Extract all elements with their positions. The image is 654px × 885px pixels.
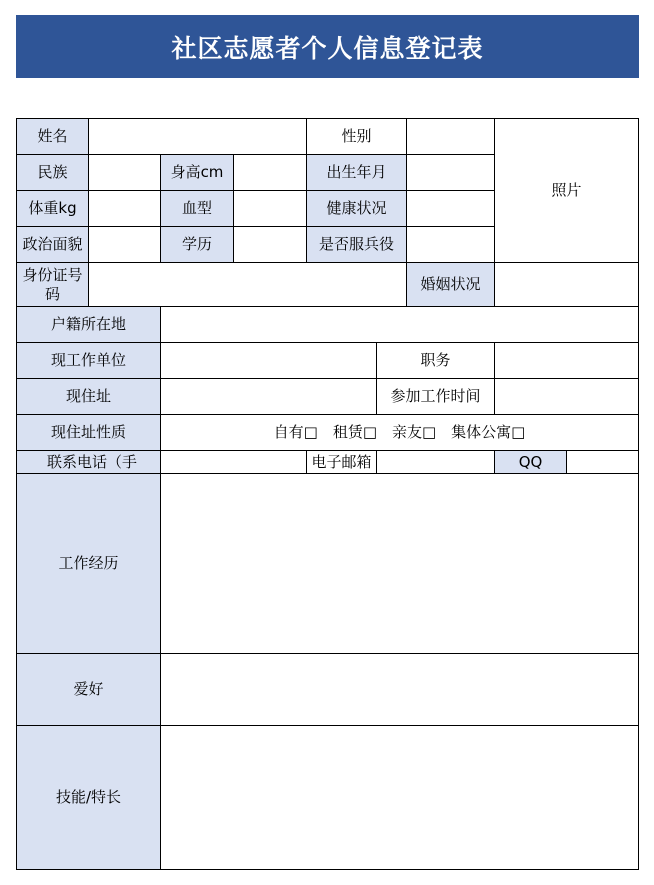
marital-label: 婚姻状况 (406, 262, 495, 307)
education-label: 学历 (160, 226, 234, 263)
qq-label: QQ (494, 450, 567, 474)
employer-label: 现工作单位 (16, 342, 161, 379)
form-title: 社区志愿者个人信息登记表 (16, 15, 639, 78)
skills-field[interactable] (160, 725, 639, 870)
ethnicity-field[interactable] (88, 154, 161, 191)
politics-label: 政治面貌 (16, 226, 89, 263)
id-number-label: 身份证号码 (16, 262, 89, 307)
address-label: 现住址 (16, 378, 161, 415)
hukou-field[interactable] (160, 306, 639, 343)
residence-type-label: 现住址性质 (16, 414, 161, 451)
blood-label: 血型 (160, 190, 234, 227)
experience-label: 工作经历 (16, 473, 161, 654)
name-field[interactable] (88, 118, 307, 155)
name-label: 姓名 (16, 118, 89, 155)
hukou-label: 户籍所在地 (16, 306, 161, 343)
qq-field[interactable] (566, 450, 639, 474)
military-field[interactable] (406, 226, 495, 263)
marital-field[interactable] (494, 262, 639, 307)
email-label: 电子邮箱 (306, 450, 377, 474)
id-number-field[interactable] (88, 262, 407, 307)
military-label: 是否服兵役 (306, 226, 407, 263)
position-field[interactable] (494, 342, 639, 379)
weight-label: 体重kg (16, 190, 89, 227)
position-label: 职务 (376, 342, 495, 379)
weight-field[interactable] (88, 190, 161, 227)
education-field[interactable] (233, 226, 307, 263)
health-field[interactable] (406, 190, 495, 227)
ethnicity-label: 民族 (16, 154, 89, 191)
phone-label: 联系电话（手 (16, 450, 161, 474)
height-field[interactable] (233, 154, 307, 191)
health-label: 健康状况 (306, 190, 407, 227)
email-field[interactable] (376, 450, 495, 474)
gender-field[interactable] (406, 118, 495, 155)
height-label: 身高cm (160, 154, 234, 191)
work-start-field[interactable] (494, 378, 639, 415)
residence-options[interactable]: 自有□ 租赁□ 亲友□ 集体公寓□ (160, 414, 639, 451)
hobbies-label: 爱好 (16, 653, 161, 726)
birth-label: 出生年月 (306, 154, 407, 191)
employer-field[interactable] (160, 342, 377, 379)
work-start-label: 参加工作时间 (376, 378, 495, 415)
blood-field[interactable] (233, 190, 307, 227)
politics-field[interactable] (88, 226, 161, 263)
photo-box[interactable]: 照片 (494, 118, 639, 263)
phone-field[interactable] (160, 450, 307, 474)
hobbies-field[interactable] (160, 653, 639, 726)
birth-field[interactable] (406, 154, 495, 191)
address-field[interactable] (160, 378, 377, 415)
experience-field[interactable] (160, 473, 639, 654)
gender-label: 性别 (306, 118, 407, 155)
skills-label: 技能/特长 (16, 725, 161, 870)
